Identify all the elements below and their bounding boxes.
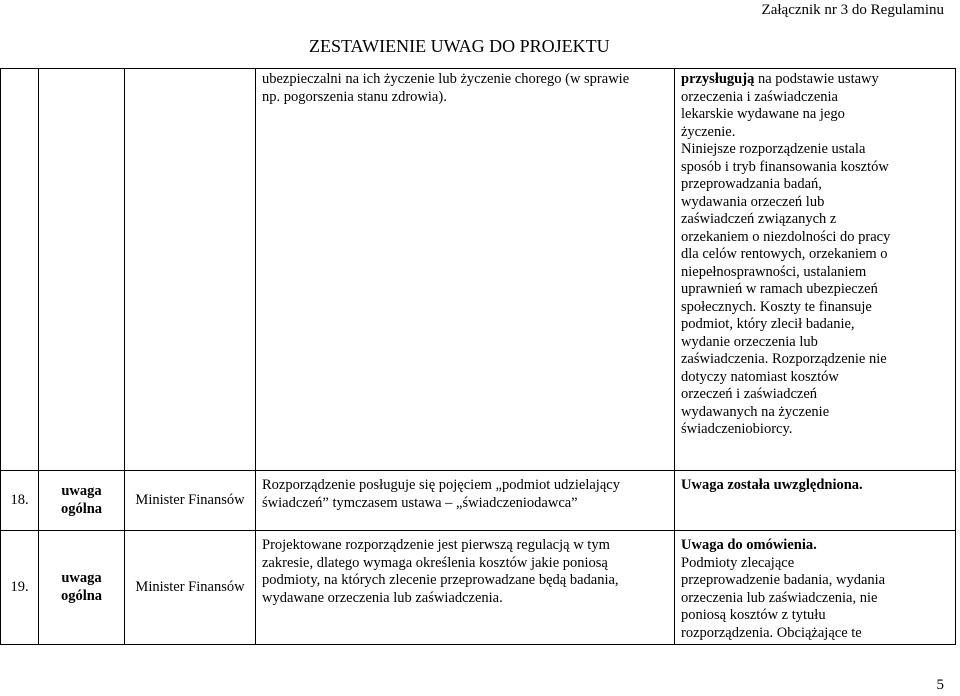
response-line: orzeczenia i zaświadczenia (681, 88, 838, 105)
document-title: ZESTAWIENIE UWAG DO PROJEKTU (309, 36, 610, 56)
response-line: orzekaniem o niezdolności do pracy (681, 228, 891, 245)
table-row-19 (1, 531, 956, 645)
cell-response (675, 471, 956, 531)
table-row-continuation (1, 69, 956, 471)
response-line: przeprowadzania badań, (681, 176, 822, 192)
response-line: dla celów rentowych, orzekaniem o (681, 246, 888, 262)
response-line: sposób i tryb finansowania kosztów (681, 158, 889, 175)
cell-response (675, 69, 956, 471)
response-line: wydawanych na życzenie (681, 403, 830, 420)
response-line: Podmioty zlecające (681, 554, 795, 571)
cell-remark (256, 69, 675, 471)
cell-number: 18. (1, 471, 39, 531)
response-line: zaświadczenia. Rozporządzenie nie (681, 351, 887, 367)
response-line: Niniejsze rozporządzenie ustala (681, 141, 866, 157)
response-line: niepełnosprawności, ustalaniem (681, 263, 867, 280)
cell-author (125, 69, 256, 471)
cell-response (675, 531, 956, 645)
cell-author: Minister Finansów (125, 531, 256, 645)
response-line: wydawania orzeczeń lub (681, 193, 825, 210)
response-line: życzenie. (681, 123, 736, 140)
table-row-18 (1, 471, 956, 531)
remark-line: zakresie, dlatego wymaga określenia kosztów jakie poniosą (262, 554, 608, 571)
response-bold-text: Uwaga została uwzględniona. (681, 477, 863, 493)
response-line: społecznych. Koszty te finansuje (681, 298, 872, 315)
remark-line: Projektowane rozporządzenie jest pierwszą regulacją w tym (262, 537, 610, 553)
cell-type (39, 69, 125, 471)
response-line: zaświadczeń związanych z (681, 211, 837, 227)
response-line: rozporządzenia. Obciążające te (681, 624, 862, 641)
response-bold-text: przysługują (681, 71, 755, 87)
response-line: przeprowadzenie badania, wydania (681, 572, 886, 588)
response-line: orzeczenia lub zaświadczenia, nie (681, 589, 878, 606)
response-line: wydanie orzeczenia lub (681, 333, 818, 350)
response-line: orzeczeń i zaświadczeń (681, 386, 818, 402)
cell-number: 19. (1, 531, 39, 645)
response-line: na podstawie ustawy (754, 71, 879, 87)
response-line: podmiot, który zlecił badanie, (681, 316, 855, 332)
remark-line: świadczeń” tymczasem ustawa – „świadczeniodawca” (262, 494, 578, 511)
response-line: uprawnień w ramach ubezpieczeń (681, 281, 878, 297)
response-line: poniosą kosztów z tytułu (681, 607, 826, 623)
remark-line: ubezpieczalni na ich życzenie lub życzenie chorego (w sprawie (262, 71, 630, 87)
cell-remark (256, 471, 675, 531)
cell-author: Minister Finansów (125, 471, 256, 531)
remarks-table (0, 68, 956, 645)
cell-type: uwaga ogólna (39, 531, 125, 645)
attachment-label: Załącznik nr 3 do Regulaminu (761, 2, 944, 18)
remark-line: podmioty, na których zlecenie przeprowadzane będą badania, (262, 572, 619, 588)
response-bold-text: Uwaga do omówienia. (681, 537, 817, 553)
page-number: 5 (936, 677, 944, 693)
cell-remark (256, 531, 675, 645)
remark-line: wydawane orzeczenia lub zaświadczenia. (262, 589, 503, 606)
response-line: dotyczy natomiast kosztów (681, 368, 839, 385)
cell-type: uwaga ogólna (39, 471, 125, 531)
remark-line: np. pogorszenia stanu zdrowia). (262, 88, 447, 105)
response-line: świadczeniobiorcy. (681, 421, 793, 437)
remark-line: Rozporządzenie posługuje się pojęciem „podmiot udzielający (262, 477, 620, 493)
cell-number (1, 69, 39, 471)
response-line: lekarskie wydawane na jego (681, 106, 845, 122)
